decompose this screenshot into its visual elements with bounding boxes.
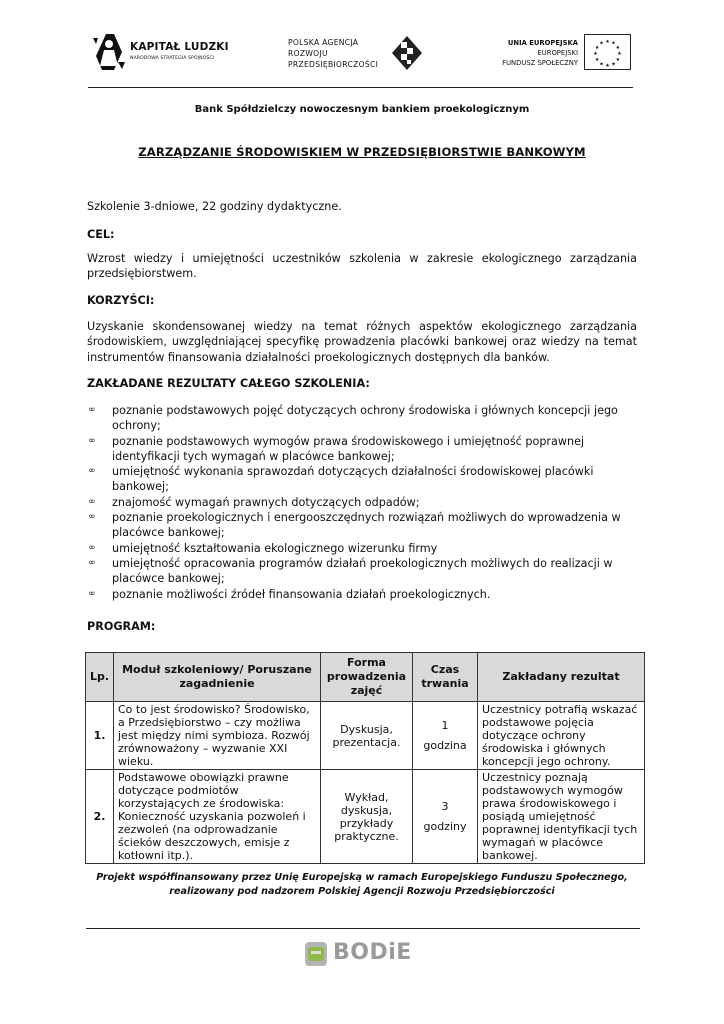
program-table	[85, 652, 645, 864]
list-item: ∞ umiejętność opracowania programów działań proekologicznych możliwych do realizacji w placówce bankowej;	[88, 556, 613, 586]
svg-text:★: ★	[605, 39, 610, 45]
cel-heading: CEL:	[87, 228, 115, 241]
bodie-logo	[305, 940, 425, 968]
svg-text:★: ★	[599, 40, 604, 47]
document-subtitle: Bank Spółdzielczy nowoczesnym bankiem proekologicznym	[194, 104, 530, 115]
footer-note: Projekt współfinansowany przez Unię Europejską w ramach Europejskiego Funduszu Społecznego, realizowany pod nadzorem Polskiej Agencji Rozwoju Przedsiębiorczości	[96, 872, 628, 897]
kapital-ludzki-subtitle: NARODOWA STRATEGIA SPÓJNOŚCI	[130, 56, 215, 61]
row-forma: Dyskusja, prezentacja.	[321, 702, 413, 770]
table-row	[86, 770, 645, 864]
eu-flag-icon	[584, 34, 631, 70]
svg-text:★: ★	[611, 40, 616, 47]
korzysci-heading: KORZYŚCI:	[87, 294, 155, 307]
row-czas: 1 godzina	[413, 702, 478, 770]
svg-text:★: ★	[594, 45, 600, 51]
document-title: ZARZĄDZANIE ŚRODOWISKIEM W PRZEDSIĘBIORSTWIE BANKOWYM	[138, 145, 586, 159]
column-header-czas: Czas trwania	[413, 653, 478, 702]
row-czas: 3 godziny	[413, 770, 478, 864]
bullet-icon: ∞	[88, 512, 96, 523]
rezultaty-heading: ZAKŁADANE REZULTATY CAŁEGO SZKOLENIA:	[87, 377, 370, 390]
row-rezultat: Uczestnicy potrafią wskazać podstawowe pojęcia dotyczące ochrony środowiska i głównych koncepcji jego ochrony.	[478, 702, 645, 770]
row-lp: 1.	[86, 702, 114, 770]
bullet-icon: ∞	[88, 466, 96, 477]
column-header-modul: Moduł szkoleniowy/ Poruszane zagadnienie	[114, 653, 321, 702]
svg-text:★: ★	[593, 51, 598, 57]
parp-name: POLSKA AGENCJA ROZWOJU PRZEDSIĘBIORCZOŚCI	[288, 38, 379, 69]
row-lp: 2.	[86, 770, 114, 864]
column-header-lp: Lp.	[86, 653, 114, 702]
svg-text:★: ★	[615, 57, 621, 63]
bullet-icon: ∞	[88, 496, 96, 507]
eu-logo	[500, 34, 632, 74]
svg-text:★: ★	[617, 51, 622, 57]
row-forma: Wykład, dyskusja, przykłady praktyczne.	[321, 770, 413, 864]
rezultaty-list	[87, 403, 637, 602]
bullet-icon: ∞	[88, 435, 96, 446]
list-item: ∞ poznanie podstawowych pojęć dotyczących ochrony środowiska i głównych koncepcji jego ochrony;	[88, 404, 618, 433]
svg-text:★: ★	[611, 61, 616, 68]
bodie-text: BODiE	[333, 940, 412, 965]
row-modul: Co to jest środowisko? Środowisko, a Przedsiębiorstwo – czy możliwa jest między nimi symbioza. Rozwój zrównoważony – wyzwanie XXI wieku.	[114, 702, 321, 770]
kapital-ludzki-title: KAPITAŁ LUDZKI	[130, 41, 229, 53]
column-header-rezultat: Zakładany rezultat	[478, 653, 645, 702]
column-header-forma: Forma prowadzenia zajęć	[321, 653, 413, 702]
footer-divider	[86, 928, 640, 929]
list-item: ∞ umiejętność wykonania sprawozdań dotyczących działalności środowiskowej placówki bankowej;	[88, 465, 594, 494]
bodie-emblem-icon	[305, 942, 327, 966]
list-item: ∞ poznanie podstawowych wymogów prawa środowiskowego i umiejętność poprawnej identyfikacji tych wymagań w placówce bankowej;	[88, 434, 585, 463]
row-modul: Podstawowe obowiązki prawne dotyczące podmiotów korzystających ze środowiska: Konieczność uzyskania pozwoleń i zezwoleń (na odprowadzanie ścieków deszczowych, emisje z kotłowni itp.).	[114, 770, 321, 864]
svg-text:★: ★	[615, 45, 621, 51]
table-header-row	[86, 653, 645, 702]
list-item: ∞ poznanie proekologicznych i energooszczędnych rozwiązań możliwych do wprowadzenia w placówce bankowej;	[88, 511, 621, 540]
header-divider	[88, 87, 633, 88]
bullet-icon: ∞	[88, 405, 96, 415]
svg-text:★: ★	[605, 63, 610, 69]
kapital-ludzki-emblem-icon	[92, 32, 126, 72]
list-item: ∞ znajomość wymagań prawnych dotyczących odpadów;	[88, 495, 420, 509]
svg-text:★: ★	[599, 61, 604, 68]
bullet-icon: ∞	[88, 542, 96, 553]
program-heading: PROGRAM:	[87, 620, 156, 633]
svg-text:★: ★	[594, 57, 600, 63]
parp-logo	[288, 34, 424, 74]
cel-text: Wzrost wiedzy i umiejętności uczestników szkolenia w zakresie ekologicznego zarządzania przedsiębiorstwem.	[87, 252, 637, 281]
eu-name: UNIA EUROPEJSKA EUROPEJSKI FUNDUSZ SPOŁECZNY	[502, 39, 578, 67]
intro-text: Szkolenie 3-dniowe, 22 godziny dydaktyczne.	[87, 200, 342, 213]
list-item: ∞ poznanie możliwości źródeł finansowania działań proekologicznych.	[88, 587, 491, 601]
korzysci-text: Uzyskanie skondensowanej wiedzy na temat różnych aspektów ekologicznego zarządzania środowiskiem, uwzględniającej specyfikę prowadzenia placówki bankowej oraz wiedzy na temat instrumentów finansowania działalności proekologicznych dostępnych dla banków.	[87, 320, 637, 364]
row-rezultat: Uczestnicy poznają podstawowych wymogów prawa środowiskowego i posiądą umiejętność poprawnej identyfikacji tych wymagań w placówce bankowej.	[478, 770, 645, 864]
parp-emblem-icon	[392, 36, 422, 70]
list-item: ∞ umiejętność kształtowania ekologicznego wizerunku firmy	[88, 541, 438, 555]
kapital-ludzki-logo	[92, 32, 232, 72]
bullet-icon: ∞	[88, 588, 96, 599]
table-row	[86, 702, 645, 770]
bullet-icon: ∞	[88, 557, 96, 568]
